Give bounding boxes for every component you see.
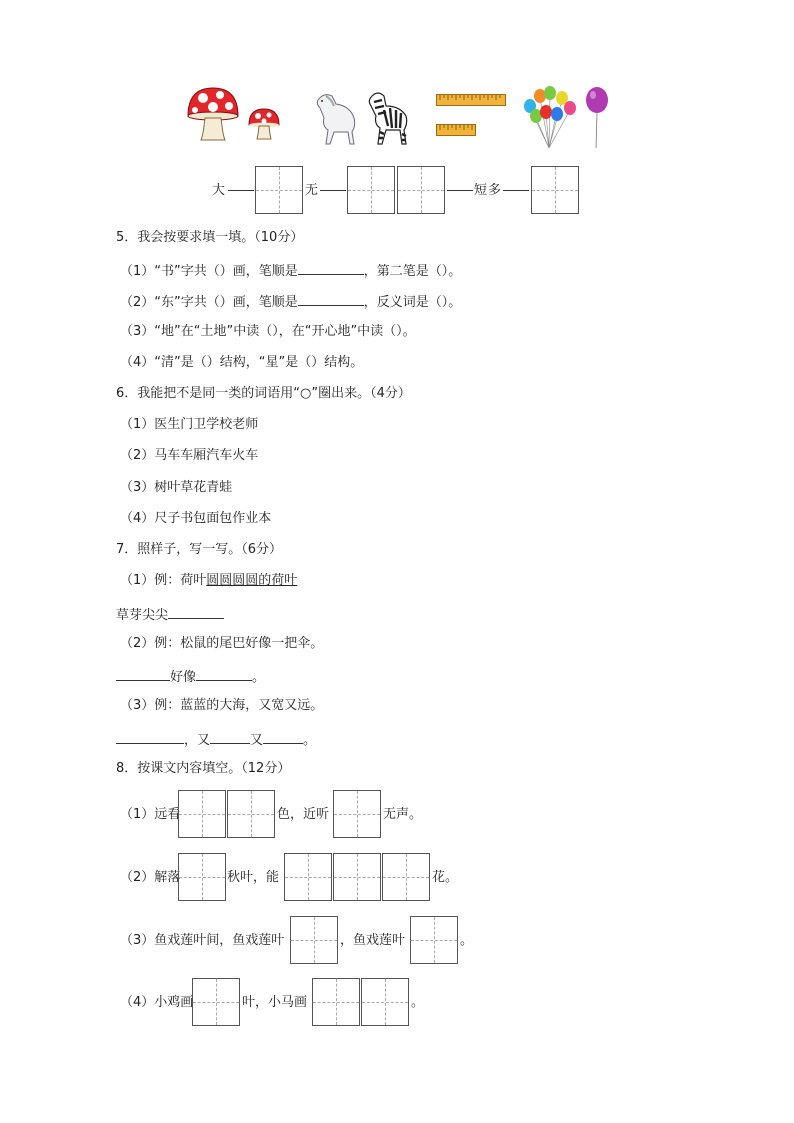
char-box[interactable] [290, 916, 338, 964]
char-box[interactable] [255, 166, 303, 214]
answer-blank[interactable] [298, 291, 364, 306]
answer-blank[interactable] [298, 260, 364, 275]
horse-icon [312, 90, 362, 146]
opposite-duan: 短 [474, 183, 488, 198]
q7-answer2 [116, 666, 265, 687]
q8-l3a: （3）鱼戏莲叶间，鱼戏莲叶 [120, 933, 285, 948]
q6-line1: （1）医生门卫学校老师 [120, 417, 259, 432]
q7-ex2c: 。 [252, 670, 266, 685]
char-box[interactable] [531, 166, 579, 214]
q7-title: 7．照样子，写一写。（6分） [116, 542, 283, 557]
ruler-short-icon [436, 124, 476, 136]
q5-line4: （4）“清”是（）结构，“星”是（）结构。 [120, 355, 364, 370]
q7-ex1b: 圆圆圆圆的荷叶 [206, 573, 298, 588]
char-box[interactable] [312, 978, 360, 1026]
q8-l1a: （1）远看 [120, 807, 181, 822]
q7-ex1a: （1）例：荷叶 [120, 573, 207, 588]
q5-line2 [120, 291, 461, 312]
q6-line2: （2）马车车厢汽车火车 [120, 448, 259, 463]
q7-answer3 [116, 729, 316, 750]
answer-blank[interactable] [116, 729, 184, 744]
q7-ex3b: ，又 [184, 733, 211, 748]
q7-example2: （2）例：松鼠的尾巴好像一把伞。 [120, 636, 324, 651]
q7-answer1 [116, 604, 224, 625]
dash-line [228, 190, 254, 191]
q8-l2b: 秋叶，能 [227, 870, 280, 885]
char-box[interactable] [397, 166, 445, 214]
zebra-icon [364, 88, 414, 146]
opposite-wu: 无 [305, 183, 319, 198]
dash-line [447, 190, 473, 191]
answer-blank[interactable] [168, 604, 224, 619]
char-box[interactable] [284, 853, 332, 901]
char-box[interactable] [192, 978, 240, 1026]
q7-ex1c: 草芽尖尖 [116, 608, 169, 623]
answer-blank[interactable] [210, 729, 250, 744]
q6-title: 6．我能把不是同一类的词语用“○”圈出来。（4分） [116, 386, 411, 401]
char-box[interactable] [382, 853, 430, 901]
q8-l1c: 无声。 [383, 807, 423, 822]
q8-l4a: （4）小鸡画 [120, 995, 194, 1010]
char-box[interactable] [361, 978, 409, 1026]
q5-line1 [120, 260, 461, 281]
answer-blank[interactable] [116, 666, 170, 681]
q5-line1a: （1）“书”字共（）画，笔顺是 [120, 264, 298, 279]
q8-l3c: 。 [460, 933, 474, 948]
q7-example3: （3）例：蓝蓝的大海，又宽又远。 [120, 698, 324, 713]
balloons-icon [520, 86, 578, 150]
char-box[interactable] [178, 853, 226, 901]
q8-l3b: ，鱼戏莲叶 [340, 933, 406, 948]
q8-l1b: 色，近听 [277, 807, 330, 822]
q5-line1b: ，第二笔是（）。 [363, 264, 462, 279]
q5-line2a: （2）“东”字共（）画，笔顺是 [120, 295, 298, 310]
char-box[interactable] [227, 790, 275, 838]
q5-line2b: ，反义词是（）。 [363, 295, 462, 310]
char-box[interactable] [410, 916, 458, 964]
answer-blank[interactable] [196, 666, 252, 681]
char-box[interactable] [347, 166, 395, 214]
q8-l4c: 。 [411, 995, 425, 1010]
q5-title: 5．我会按要求填一填。（10分） [116, 230, 304, 245]
q7-ex3c: 又 [250, 733, 264, 748]
q5-line3: （3）“地”在“土地”中读（），在“开心地”中读（）。 [120, 324, 416, 339]
opposite-duo: 多 [488, 183, 502, 198]
q7-ex3d: 。 [303, 733, 317, 748]
q8-l4b: 叶，小马画 [242, 995, 308, 1010]
q7-example1 [120, 572, 297, 590]
dash-line [503, 190, 529, 191]
q8-l2c: 花。 [432, 870, 459, 885]
answer-blank[interactable] [263, 729, 303, 744]
q7-ex2b: 好像 [170, 670, 197, 685]
picture-row [180, 82, 620, 152]
q6-line3: （3）树叶草花青蛙 [120, 480, 233, 495]
char-box[interactable] [333, 790, 381, 838]
char-box[interactable] [333, 853, 381, 901]
mushroom-big-icon [186, 86, 240, 142]
q8-title: 8．按课文内容填空。（12分） [116, 761, 291, 776]
q8-l2a: （2）解落 [120, 870, 181, 885]
q6-line4: （4）尺子书包面包作业本 [120, 511, 272, 526]
opposite-da: 大 [212, 183, 226, 198]
char-box[interactable] [178, 790, 226, 838]
mushroom-small-icon [248, 108, 280, 140]
ruler-long-icon [436, 94, 506, 106]
dash-line [320, 190, 346, 191]
balloon-single-icon [584, 86, 610, 150]
